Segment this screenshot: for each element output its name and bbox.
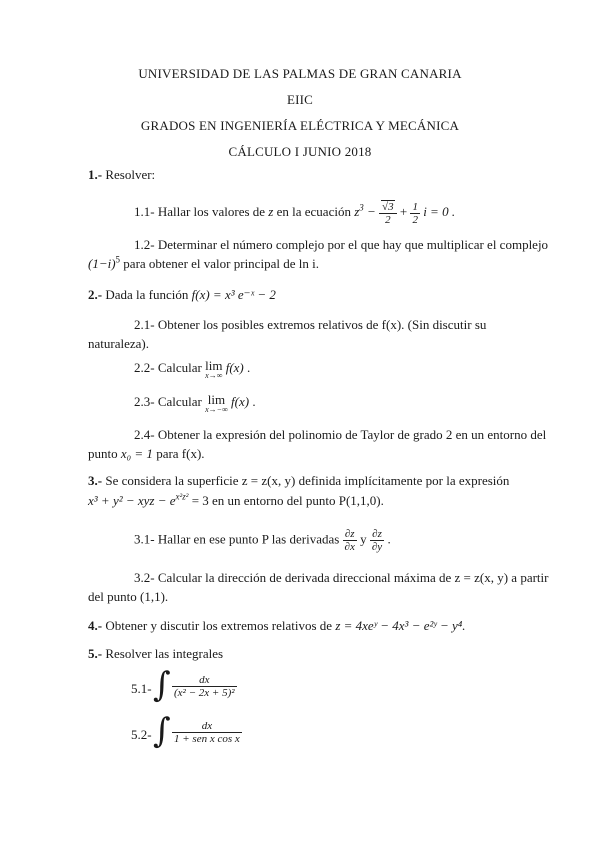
question-1-2-line1: 1.2- Determinar el número complejo por el que hay que multiplicar el complejo [134,237,549,252]
integral-5-2-integrand [172,720,242,745]
question-number: 2.- [88,287,103,302]
integral-5-1-integrand [172,674,237,699]
university-title: UNIVERSIDAD DE LAS PALMAS DE GRAN CANARIA [138,66,462,81]
numerator: ∂z [343,528,357,541]
question-4 [88,618,466,634]
question-2-heading [88,287,276,303]
question-title: Dada la función [105,287,189,302]
lim-word: lim [205,358,223,373]
q1-1-mid: en la ecuación [276,203,351,219]
q2-3-text: 2.3- Calcular [134,394,202,409]
school-title: EIIC [286,92,314,107]
question-1-heading [88,167,155,183]
question-1-2-line2 [88,256,319,272]
numerator: 1 [412,200,418,213]
question-5-heading [88,646,223,662]
question-number: 1.- [88,167,103,182]
question-number: 5.- [88,646,103,661]
fraction-half [410,201,420,226]
question-3-2-line2: del punto (1,1). [88,589,169,604]
question-2-4-line2 [88,446,205,462]
question-title: Resolver las integrales [105,646,224,661]
question-2-3: 2.3- Calcular lim x→−∞ f(x) . [134,392,256,414]
q4-text: Obtener y discutir los extremos relativos de [105,618,333,633]
denominator: 2 [385,214,391,226]
q2-4-text-a: punto [88,446,118,461]
point-x0: x₀ = 1 [120,446,153,461]
question-number: 3.- [88,473,103,488]
question-1-1 [134,200,455,226]
question-number: 4.- [88,618,103,633]
question-2-4-line1: 2.4- Obtener la expresión del polinomio de Taylor de grado 2 en un entorno del [134,427,547,442]
degrees-title: GRADOS EN INGENIERÍA ELÉCTRICA Y MECÁNICA [140,118,460,133]
partial-dz-dy [370,528,384,553]
question-3-2-line1: 3.2- Calcular la dirección de derivada direccional máxima de z = z(x, y) a partir [134,570,549,585]
limit-operator [205,394,228,414]
denominator: (x² − 2x + 5)² [174,687,235,699]
q3-text-line1: Se considera la superficie z = z(x, y) definida implícitamente por la expresión [105,473,510,488]
q2-2-text: 2.2- Calcular [134,360,202,375]
plus-sign: + [399,203,408,219]
lim-word: lim [207,392,226,407]
function-fx: f(x) [231,394,250,409]
conjunction: y [360,531,367,547]
equation-tail: i = 0 . [423,203,456,219]
denominator: 2 [412,213,418,226]
function-expression: z = 4xeʸ − 4x³ − e²ʸ − y⁴. [335,618,466,633]
question-2-1-line2: naturaleza). [88,336,149,351]
exponent: x²z² [175,491,189,502]
numerator: ∂z [370,528,384,541]
numerator: dx [172,674,237,687]
integral-5-2-label: 5.2- [131,727,152,742]
integrand-fraction [172,674,237,699]
equation-z-term: $z^3$ − [354,202,376,219]
partial-dz-dx [343,528,357,553]
sqrt3: √3 [382,201,394,213]
exam-title: CÁLCULO I JUNIO 2018 [228,144,372,159]
fraction-sqrt3-over-2 [379,200,397,226]
integral-5-1-label: 5.1- [131,681,152,696]
question-3-line1 [88,473,509,489]
denominator: ∂x [344,541,355,553]
limit-subscript: x→−∞ [205,405,228,414]
integrand-fraction [172,720,242,745]
denominator: ∂y [371,541,383,553]
limit-subscript: x→∞ [205,371,223,380]
numerator: dx [172,720,242,733]
q1-2-text: para obtener el valor principal de ln i. [123,256,319,271]
variable-z: z [268,203,274,219]
question-title: Resolver: [105,167,156,182]
complex-base: (1−i) [88,256,116,271]
function-fx: f(x) [225,360,244,375]
q2-4-text-c: para f(x). [156,446,205,461]
complex-exponent: 5 [115,254,121,265]
question-3-1: 3.1- Hallar en ese punto P las derivadas $\frac{\partial z}{\partial x}$ y $\frac{\partial z}{\partial y}$ . [134,528,391,553]
integral-sign: ∫ [153,665,171,705]
surface-expression: x³ + y² − xyz − e [88,493,176,508]
question-2-2: 2.2- Calcular lim x→∞ f(x) . [134,358,251,380]
denominator: 1 + sen x cos x [174,733,240,745]
q1-1-text: 1.1- Hallar los valores de [134,203,266,219]
q3-text-line2: = 3 en un entorno del punto P(1,1,0). [188,493,384,508]
limit-operator [205,360,222,380]
function-expression: f(x) = x³ e⁻ˣ − 2 [191,287,276,302]
question-2-1-line1: 2.1- Obtener los posibles extremos relativos de f(x). (Sin discutir su [134,317,487,332]
q3-1-text: 3.1- Hallar en ese punto P las derivadas [134,531,340,547]
question-3-line2 [88,493,384,509]
integral-sign: ∫ [153,711,171,751]
